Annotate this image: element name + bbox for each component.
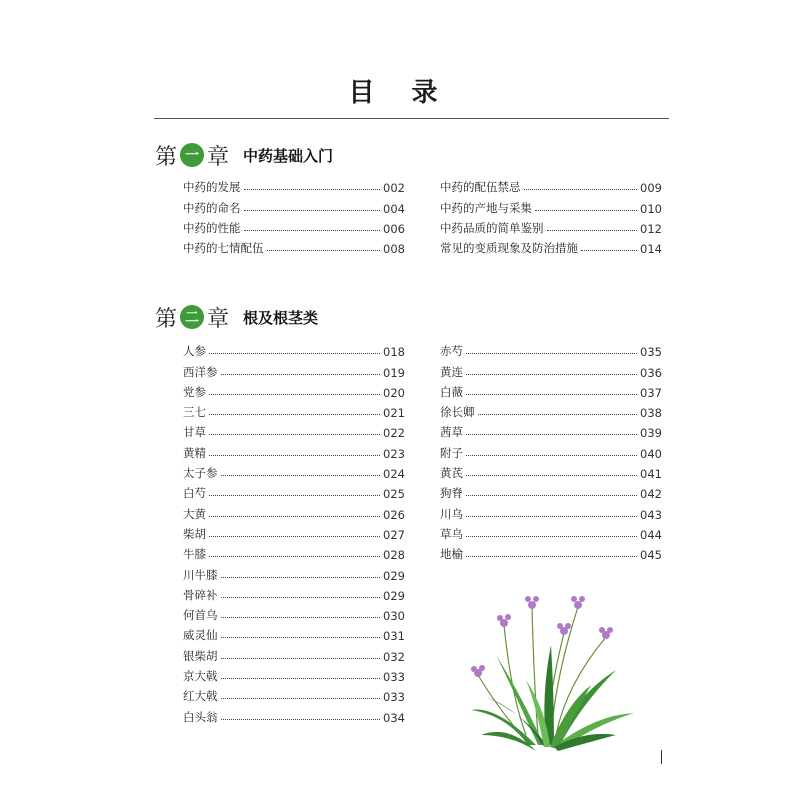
- dot-leader: [466, 556, 637, 557]
- dot-leader: [221, 719, 381, 720]
- toc-entry-title: 茜草: [440, 425, 463, 440]
- dot-leader: [244, 210, 381, 211]
- toc-entry-title: 红大戟: [183, 689, 218, 704]
- dot-leader: [221, 577, 381, 578]
- toc-entry[interactable]: [183, 400, 405, 420]
- toc-entry-title: 人参: [183, 344, 206, 359]
- toc-entry[interactable]: [183, 175, 405, 195]
- chapter-suffix: 章: [207, 306, 230, 332]
- dot-leader: [244, 230, 381, 231]
- toc-entry[interactable]: [183, 236, 405, 256]
- toc-entry[interactable]: [440, 440, 662, 460]
- toc-entry[interactable]: [183, 339, 405, 359]
- toc-entry-page: 041: [640, 467, 662, 482]
- toc-entry[interactable]: [183, 461, 405, 481]
- toc-entry-title: 党参: [183, 384, 206, 399]
- toc-entry-page: 032: [383, 649, 405, 664]
- toc-entry-page: 024: [383, 467, 405, 482]
- toc-entry-page: 042: [640, 487, 662, 502]
- toc-entry-page: 040: [640, 446, 662, 461]
- toc-entry[interactable]: [183, 542, 405, 562]
- chapter-prefix: 第: [155, 144, 178, 170]
- chapter-1-right-column: [440, 175, 662, 256]
- toc-entry[interactable]: [183, 380, 405, 400]
- toc-entry-title: 黄精: [183, 445, 206, 460]
- dot-leader: [221, 617, 381, 618]
- toc-entry-title: 中药的七情配伍: [183, 241, 264, 256]
- toc-entry-title: 大黄: [183, 506, 206, 521]
- toc-entry[interactable]: [183, 704, 405, 724]
- chapter-1-left-column: [183, 175, 405, 256]
- toc-entry-page: 045: [640, 548, 662, 563]
- toc-entry-page: 029: [383, 568, 405, 583]
- toc-entry-page: 037: [640, 385, 662, 400]
- dot-leader: [466, 394, 637, 395]
- toc-entry[interactable]: [440, 461, 662, 481]
- toc-entry[interactable]: [440, 359, 662, 379]
- toc-entry-page: 031: [383, 629, 405, 644]
- toc-entry-page: 033: [383, 670, 405, 685]
- dot-leader: [466, 495, 637, 496]
- toc-entry[interactable]: [183, 420, 405, 440]
- toc-entry-title: 中药的性能: [183, 220, 241, 235]
- dot-leader: [221, 637, 381, 638]
- toc-entry[interactable]: [440, 216, 662, 236]
- dot-leader: [581, 250, 637, 251]
- toc-entry[interactable]: [440, 481, 662, 501]
- toc-entry-page: 023: [383, 446, 405, 461]
- toc-entry-page: 039: [640, 426, 662, 441]
- toc-entry-title: 牛膝: [183, 547, 206, 562]
- dot-leader: [535, 210, 637, 211]
- dot-leader: [478, 414, 638, 415]
- toc-entry-page: 021: [383, 406, 405, 421]
- toc-entry-page: 029: [383, 588, 405, 603]
- chapter-title: 中药基础入门: [243, 146, 334, 165]
- plant-illustration-icon: [466, 585, 636, 755]
- chapter-number-badge: 一: [180, 143, 204, 167]
- toc-entry-title: 黄芪: [440, 466, 463, 481]
- toc-entry-title: 何首乌: [183, 608, 218, 623]
- toc-entry[interactable]: [440, 175, 662, 195]
- dot-leader: [524, 189, 638, 190]
- toc-entry-title: 甘草: [183, 425, 206, 440]
- toc-entry[interactable]: [183, 501, 405, 521]
- toc-entry-page: 006: [383, 221, 405, 236]
- toc-entry-page: 030: [383, 609, 405, 624]
- toc-entry-page: 033: [383, 690, 405, 705]
- toc-entry-page: 014: [640, 242, 662, 257]
- dot-leader: [547, 230, 638, 231]
- chapter-prefix: 第: [155, 306, 178, 332]
- toc-entry[interactable]: [183, 359, 405, 379]
- chapter-2-right-column: [440, 339, 662, 562]
- dot-leader: [221, 658, 381, 659]
- toc-entry-page: 020: [383, 385, 405, 400]
- dot-leader: [466, 475, 637, 476]
- toc-entry-title: 中药的配伍禁忌: [440, 180, 521, 195]
- toc-entry-page: 026: [383, 507, 405, 522]
- page-folio: [661, 750, 662, 764]
- toc-entry-title: 狗脊: [440, 486, 463, 501]
- toc-entry[interactable]: [183, 684, 405, 704]
- toc-entry-page: 027: [383, 527, 405, 542]
- dot-leader: [209, 455, 380, 456]
- toc-entry-page: 025: [383, 487, 405, 502]
- toc-entry-page: 019: [383, 365, 405, 380]
- toc-entry-page: 009: [640, 181, 662, 196]
- toc-entry[interactable]: [183, 603, 405, 623]
- toc-entry-title: 骨碎补: [183, 587, 218, 602]
- toc-entry-title: 徐长卿: [440, 405, 475, 420]
- toc-entry[interactable]: [440, 339, 662, 359]
- toc-entry-title: 草乌: [440, 526, 463, 541]
- toc-entry-title: 常见的变质现象及防治措施: [440, 241, 578, 256]
- dot-leader: [209, 556, 380, 557]
- dot-leader: [209, 536, 380, 537]
- dot-leader: [209, 353, 380, 354]
- dot-leader: [221, 678, 381, 679]
- toc-entry-title: 川乌: [440, 506, 463, 521]
- toc-entry-page: 010: [640, 201, 662, 216]
- toc-entry[interactable]: [440, 522, 662, 542]
- toc-entry[interactable]: [183, 664, 405, 684]
- dot-leader: [267, 250, 381, 251]
- toc-entry[interactable]: [183, 216, 405, 236]
- toc-entry-page: 043: [640, 507, 662, 522]
- toc-entry-title: 银柴胡: [183, 648, 218, 663]
- dot-leader: [209, 394, 380, 395]
- dot-leader: [466, 434, 637, 435]
- toc-entry[interactable]: [183, 583, 405, 603]
- toc-entry-title: 附子: [440, 445, 463, 460]
- toc-entry-title: 白薇: [440, 384, 463, 399]
- toc-entry[interactable]: [440, 542, 662, 562]
- toc-entry-title: 中药的产地与采集: [440, 200, 532, 215]
- dot-leader: [221, 597, 381, 598]
- dot-leader: [209, 434, 380, 435]
- toc-entry[interactable]: [183, 440, 405, 460]
- toc-entry-page: 044: [640, 527, 662, 542]
- dot-leader: [466, 455, 637, 456]
- dot-leader: [466, 516, 637, 517]
- dot-leader: [221, 698, 381, 699]
- toc-entry[interactable]: [440, 420, 662, 440]
- dot-leader: [209, 516, 380, 517]
- dot-leader: [466, 536, 637, 537]
- toc-entry-title: 地榆: [440, 547, 463, 562]
- dot-leader: [209, 495, 380, 496]
- chapter-suffix: 章: [207, 144, 230, 170]
- toc-entry[interactable]: [440, 501, 662, 521]
- toc-entry[interactable]: [183, 481, 405, 501]
- toc-entry-title: 中药品质的简单鉴别: [440, 220, 544, 235]
- toc-entry[interactable]: [440, 380, 662, 400]
- toc-entry[interactable]: [183, 643, 405, 663]
- chapter-number-badge: 二: [180, 305, 204, 329]
- dot-leader: [221, 475, 381, 476]
- toc-entry-title: 川牛膝: [183, 567, 218, 582]
- title-rule: [154, 118, 669, 119]
- toc-entry[interactable]: [440, 195, 662, 215]
- toc-entry-title: 中药的发展: [183, 180, 241, 195]
- toc-entry-title: 威灵仙: [183, 628, 218, 643]
- toc-entry-page: 036: [640, 365, 662, 380]
- dot-leader: [209, 414, 380, 415]
- toc-entry[interactable]: [183, 623, 405, 643]
- toc-entry-page: 004: [383, 201, 405, 216]
- chapter-1-heading[interactable]: [155, 140, 333, 170]
- toc-entry-title: 中药的命名: [183, 200, 241, 215]
- toc-entry[interactable]: [183, 562, 405, 582]
- toc-entry-title: 三七: [183, 405, 206, 420]
- toc-entry-page: 018: [383, 345, 405, 360]
- toc-entry-page: 034: [383, 710, 405, 725]
- chapter-2-heading[interactable]: [155, 302, 318, 332]
- toc-entry-page: 008: [383, 242, 405, 257]
- page-title: 目 录: [348, 78, 452, 108]
- toc-entry-title: 西洋参: [183, 364, 218, 379]
- toc-entry[interactable]: [183, 195, 405, 215]
- chapter-title: 根及根茎类: [243, 308, 319, 327]
- toc-entry-title: 京大戟: [183, 669, 218, 684]
- dot-leader: [466, 353, 637, 354]
- toc-entry-title: 白芍: [183, 486, 206, 501]
- toc-entry-page: 022: [383, 426, 405, 441]
- toc-entry-title: 柴胡: [183, 526, 206, 541]
- toc-entry-page: 002: [383, 181, 405, 196]
- toc-entry-title: 太子参: [183, 466, 218, 481]
- dot-leader: [466, 374, 637, 375]
- toc-entry-title: 黄连: [440, 364, 463, 379]
- toc-entry-page: 028: [383, 548, 405, 563]
- toc-entry[interactable]: [440, 400, 662, 420]
- toc-entry-title: 赤芍: [440, 344, 463, 359]
- toc-entry[interactable]: [440, 236, 662, 256]
- chapter-2-left-column: [183, 339, 405, 725]
- toc-entry-page: 038: [640, 406, 662, 421]
- toc-entry-page: 035: [640, 345, 662, 360]
- dot-leader: [244, 189, 381, 190]
- toc-entry-title: 白头翁: [183, 709, 218, 724]
- toc-entry[interactable]: [183, 522, 405, 542]
- toc-entry-page: 012: [640, 221, 662, 236]
- dot-leader: [221, 374, 381, 375]
